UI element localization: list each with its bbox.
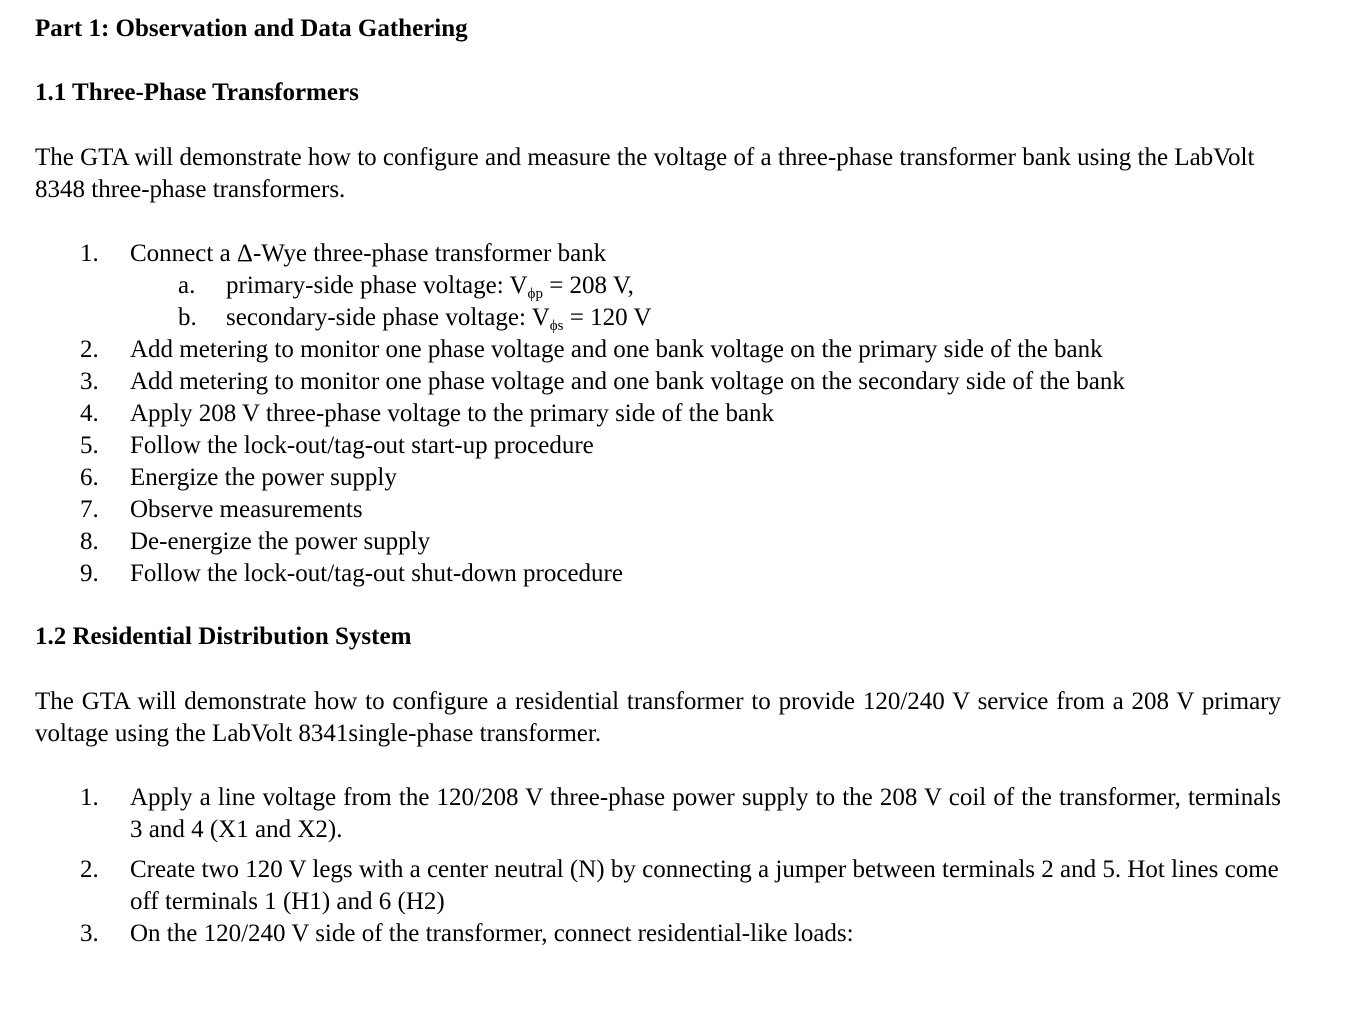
step-text: De-energize the power supply bbox=[130, 528, 431, 555]
section-1-heading: 1.1 Three-Phase Transformers bbox=[35, 79, 359, 106]
step-text: Follow the lock-out/tag-out shut-down procedure bbox=[130, 560, 623, 587]
step-text: Connect a Δ-Wye three-phase transformer bank bbox=[130, 240, 607, 267]
step-number: 2. bbox=[80, 856, 99, 883]
substep-text bbox=[226, 270, 634, 302]
substep-text bbox=[226, 302, 651, 334]
step-text: Add metering to monitor one phase voltage and one bank voltage on the secondary side of the bank bbox=[130, 368, 1125, 395]
step-number: 2. bbox=[80, 336, 99, 363]
step-text: Apply a line voltage from the 120/208 V three-phase power supply to the 208 V coil of the transformer, terminals 3 and 4 (X1 and X2). bbox=[130, 784, 1281, 843]
substep-suffix: = 208 V, bbox=[542, 272, 634, 299]
section-2-heading: 1.2 Residential Distribution System bbox=[35, 623, 412, 650]
phase-subscript: ϕs bbox=[549, 318, 564, 334]
step-number: 1. bbox=[80, 240, 99, 267]
step-text: On the 120/240 V side of the transformer, connect residential-like loads: bbox=[130, 920, 854, 947]
step-number: 7. bbox=[80, 496, 99, 523]
step-number: 9. bbox=[80, 560, 99, 587]
step-number: 5. bbox=[80, 432, 99, 459]
step-text: Add metering to monitor one phase voltage and one bank voltage on the primary side of the bank bbox=[130, 336, 1103, 363]
step-text: Energize the power supply bbox=[130, 464, 397, 491]
substep-suffix: = 120 V bbox=[563, 304, 652, 331]
substep-prefix: primary-side phase voltage: V bbox=[226, 272, 528, 299]
part-heading: Part 1: Observation and Data Gathering bbox=[35, 15, 468, 42]
step-number: 3. bbox=[80, 368, 99, 395]
substep-letter: b. bbox=[178, 304, 197, 331]
section-2-intro: The GTA will demonstrate how to configure a residential transformer to provide 120/240 V service from a 208 V primary voltage using the LabVolt 8341single-phase transformer. bbox=[35, 688, 1281, 747]
step-number: 1. bbox=[80, 784, 99, 811]
substep-letter: a. bbox=[178, 272, 196, 299]
step-number: 6. bbox=[80, 464, 99, 491]
phase-subscript: ϕp bbox=[527, 286, 543, 302]
step-number: 4. bbox=[80, 400, 99, 427]
step-number: 3. bbox=[80, 920, 99, 947]
step-text: Observe measurements bbox=[130, 496, 363, 523]
substep-prefix: secondary-side phase voltage: V bbox=[226, 304, 550, 331]
step-number: 8. bbox=[80, 528, 99, 555]
step-text: Create two 120 V legs with a center neutral (N) by connecting a jumper between terminals 2 and 5. Hot lines come off terminals 1 (H1) and 6 (H2) bbox=[130, 856, 1279, 915]
step-text: Follow the lock-out/tag-out start-up procedure bbox=[130, 432, 594, 459]
step-text: Apply 208 V three-phase voltage to the primary side of the bank bbox=[130, 400, 775, 427]
section-1-intro: The GTA will demonstrate how to configure and measure the voltage of a three-phase transformer bank using the LabVolt 8348 three-phase transformers. bbox=[35, 144, 1255, 203]
